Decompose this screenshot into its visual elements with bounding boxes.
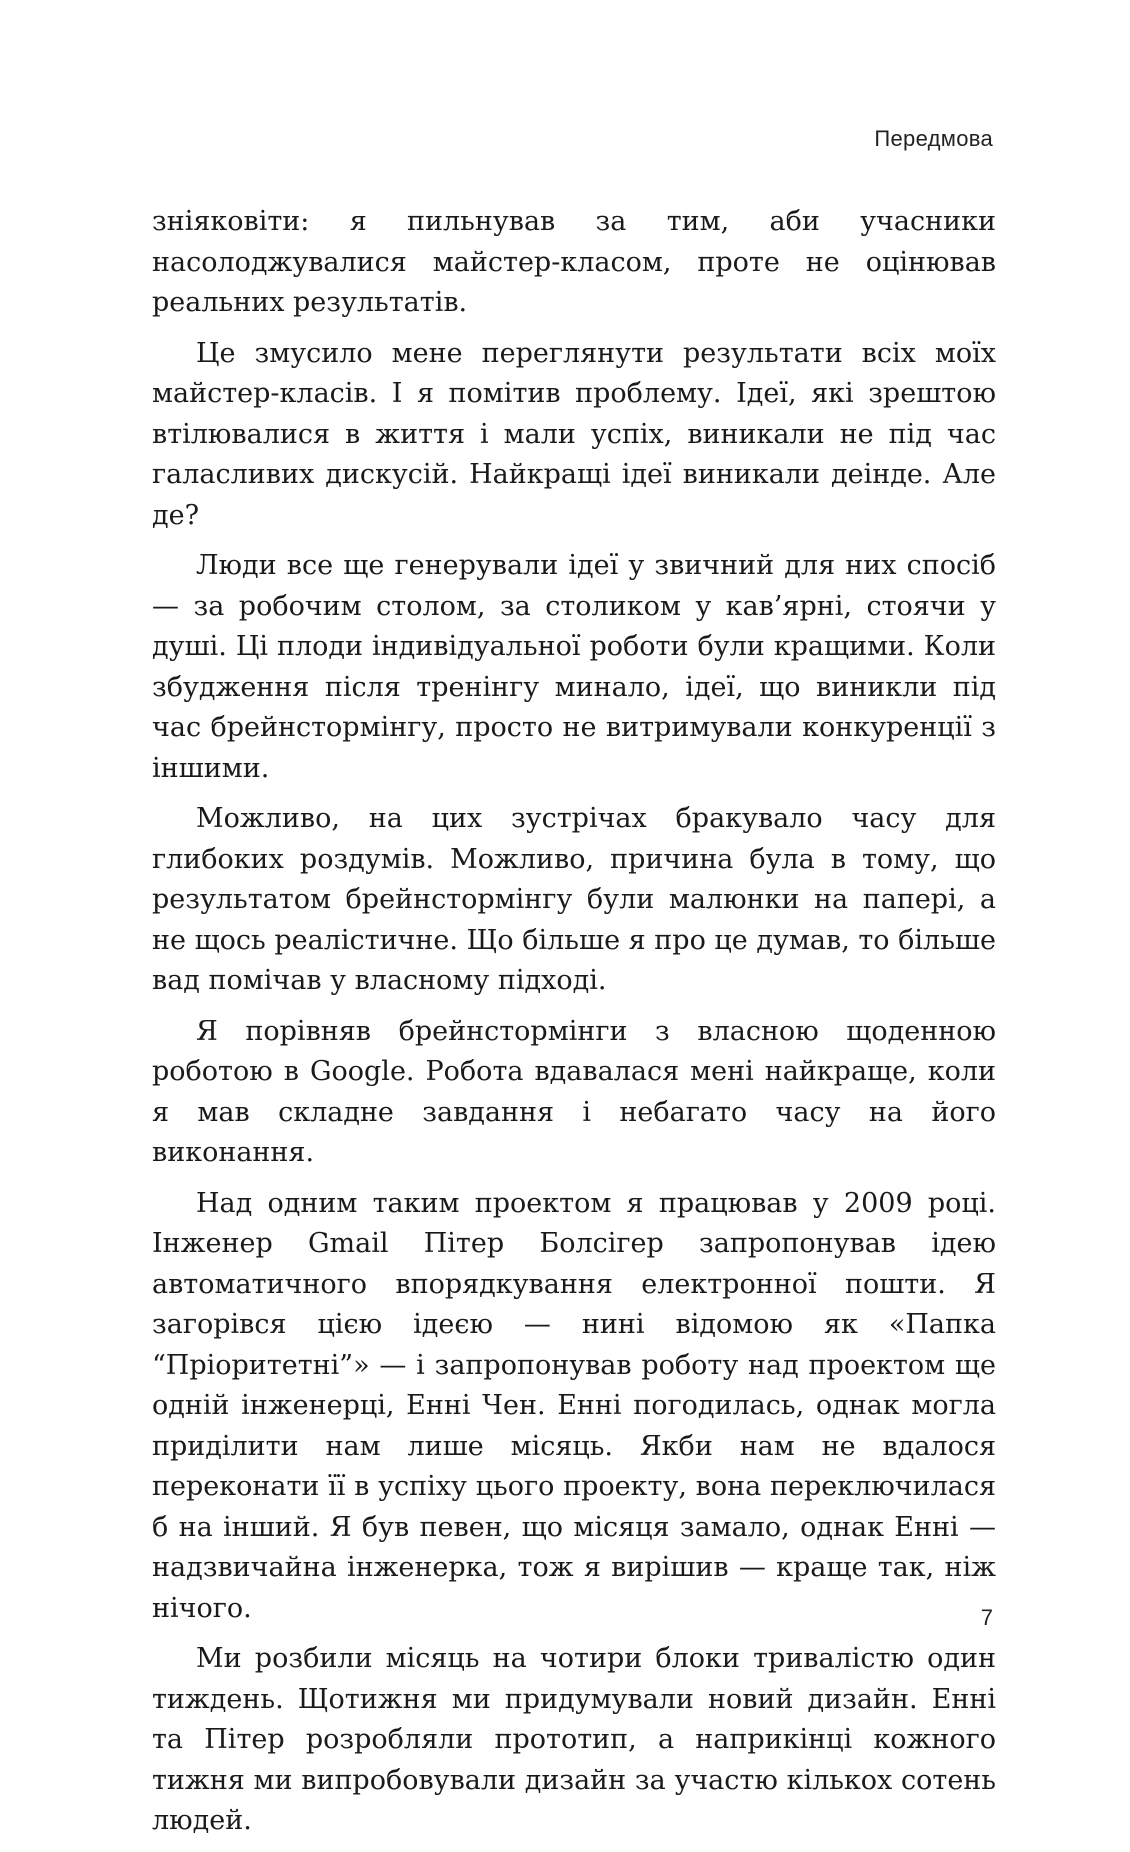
paragraph-3: Люди все ще генерували ідеї у звичний для них спосіб — за робочим столом, за столиком у кав’ярні, стоячи у душі. Ці плоди індивідуальної роботи були кращими. Коли збудження після тренінгу минало, ідеї, що виникли під час брейнстормінгу, просто не витримували конкуренції з іншими. bbox=[152, 550, 996, 784]
running-header: Передмова bbox=[874, 126, 993, 151]
paragraph-2: Це змусило мене переглянути результати всіх моїх майстер-класів. І я помітив проблему. Ідеї, які зрештою втілювалися в життя і мали успіх, виникали не під час галасливих дискусій. Найкращі ідеї виникали деінде. Але де? bbox=[152, 337, 996, 531]
page-number: 7 bbox=[980, 1605, 993, 1630]
paragraph-5: Я порівняв брейнстормінги з власною щоденною роботою в Google. Робота вдавалася мені найкраще, коли я мав складне завдання і небагато часу на його виконання. bbox=[152, 1015, 996, 1168]
paragraph-4: Можливо, на цих зустрічах бракувало часу для глибоких роздумів. Можливо, причина була в тому, що результатом брейнстормінгу були малюнки на папері, а не щось реалістичне. Що більше я про це думав, то більше вад помічав у власному підході. bbox=[152, 803, 996, 996]
paragraph-7: Ми розбили місяць на чотири блоки тривалістю один тиждень. Щотижня ми придумували новий дизайн. Енні та Пітер розробляли прототип, а наприкінці кожного тижня ми випробовували дизайн за участю кількох сотень людей. bbox=[152, 1643, 996, 1836]
paragraph-1: зніяковіти: я пильнував за тим, аби учасники насолоджувалися майстер-класом, проте не оцінював реальних результатів. bbox=[152, 206, 996, 318]
body-text bbox=[152, 202, 996, 1852]
paragraph-6: Над одним таким проектом я працював у 2009 році. Інженер Gmail Пітер Болсігер запропонував ідею автоматичного впорядкування електронної пошти. Я загорівся цією ідеєю — нині відомою як «Папка “Пріоритетні”» — і запропонував роботу над проектом ще одній інженерці, Енні Чен. Енні погодилась, однак могла приділити нам лише місяць. Якби нам не вдалося переконати її в успіху цього проекту, вона переключилася б на інший. Я був певен, що місяця замало, однак Енні — надзвичайна інженерка, тож я вирішив — краще так, ніж нічого. bbox=[152, 1187, 996, 1624]
